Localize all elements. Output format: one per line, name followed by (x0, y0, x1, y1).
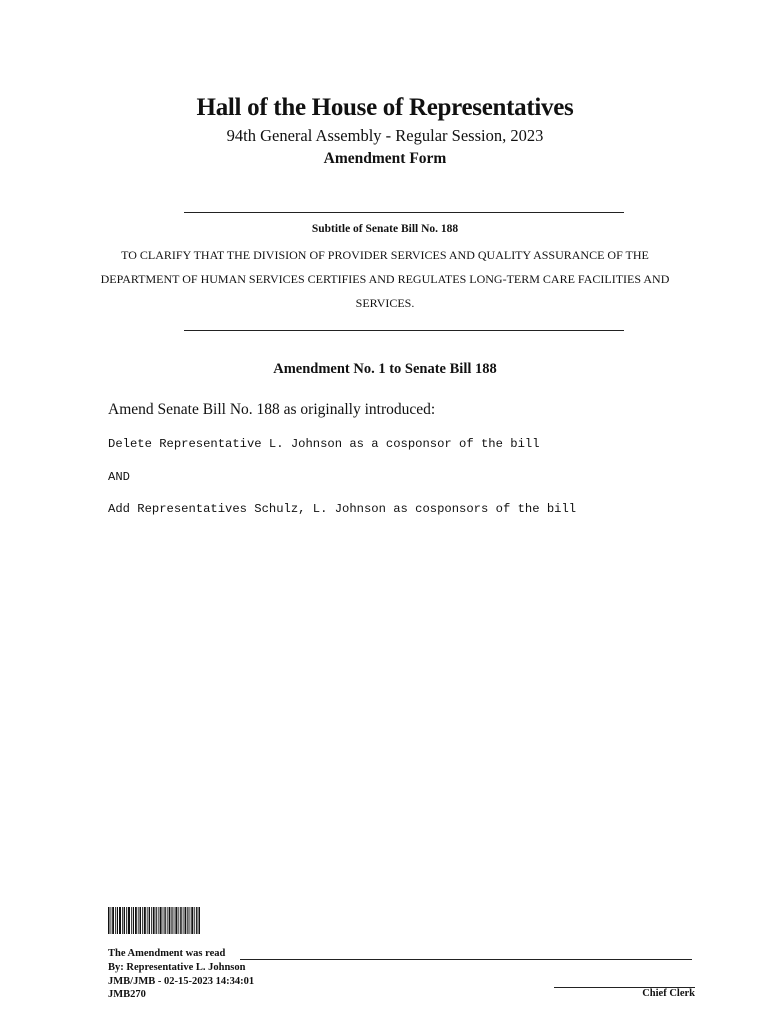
amendment-line-and: AND (108, 470, 130, 484)
divider-top (184, 212, 624, 213)
amendment-read-label: The Amendment was read (108, 948, 226, 959)
amendment-read-line (240, 959, 692, 960)
subtitle-text: TO CLARIFY THAT THE DIVISION OF PROVIDER SERVICES AND QUALITY ASSURANCE OF THE DEPARTMENT OF HUMAN SERVICES CERTIFIES AND REGULATES LONG-TERM CARE FACILITIES AND SERVICES. (100, 248, 670, 310)
document-title: Hall of the House of Representatives (196, 94, 574, 121)
sponsor-line: By: Representative L. Johnson (108, 962, 246, 973)
subtitle-heading: Subtitle of Senate Bill No. 188 (311, 223, 459, 235)
document-code: JMB270 (108, 989, 146, 1000)
timestamp-line: JMB/JMB - 02-15-2023 14:34:01 (108, 976, 255, 987)
divider-bottom (184, 330, 624, 331)
amendment-intro: Amend Senate Bill No. 188 as originally introduced: (108, 401, 436, 418)
session-line: 94th General Assembly - Regular Session, 2023 (226, 126, 544, 145)
form-name: Amendment Form (323, 150, 447, 167)
chief-clerk-label: Chief Clerk (642, 988, 695, 999)
amendment-line-add: Add Representatives Schulz, L. Johnson as cosponsors of the bill (108, 502, 577, 516)
amendment-heading: Amendment No. 1 to Senate Bill 188 (273, 361, 497, 377)
barcode-image (108, 907, 200, 934)
amendment-line-delete: Delete Representative L. Johnson as a cosponsor of the bill (108, 437, 540, 451)
